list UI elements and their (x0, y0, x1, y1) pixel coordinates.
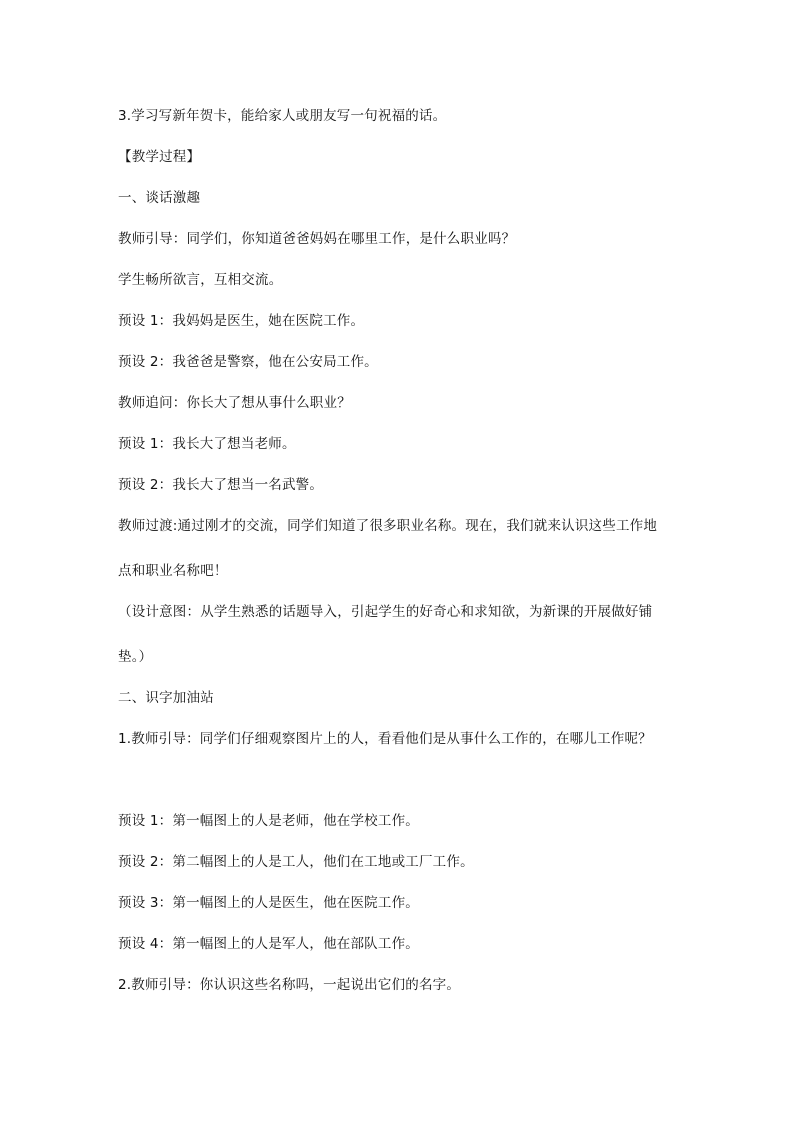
heading-part-one: 一、谈话激趣 (118, 190, 201, 206)
teacher-guide-picture: 1.教师引导：同学们仔细观察图片上的人，看看他们是从事什么工作的，在哪儿工作呢？ (118, 731, 652, 747)
preset-1a: 预设 1：我妈妈是医生，她在医院工作。 (118, 313, 365, 329)
preset-picture-1: 预设 1：第一幅图上的人是老师，他在学校工作。 (118, 813, 419, 829)
preset-2a: 预设 2：我爸爸是警察，他在公安局工作。 (118, 354, 378, 370)
preset-picture-4: 预设 4：第一幅图上的人是军人，他在部队工作。 (118, 936, 419, 952)
teacher-follow-up: 教师追问：你长大了想从事什么职业？ (118, 395, 351, 411)
design-intent-line-1: （设计意图：从学生熟悉的话题导入，引起学生的好奇心和求知欲，为新课的开展做好铺 (118, 604, 653, 620)
preset-picture-2: 预设 2：第二幅图上的人是工人，他们在工地或工厂工作。 (118, 854, 474, 870)
design-intent-line-2: 垫。） (118, 649, 153, 665)
teacher-transition-line-2: 点和职业名称吧！ (118, 563, 228, 579)
preset-picture-3: 预设 3：第一幅图上的人是医生，他在医院工作。 (118, 895, 419, 911)
preset-2b: 预设 2：我长大了想当一名武警。 (118, 477, 324, 493)
preset-1b: 预设 1：我长大了想当老师。 (118, 436, 296, 452)
objective-3: 3.学习写新年贺卡，能给家人或朋友写一句祝福的话。 (118, 108, 447, 124)
heading-part-two: 二、识字加油站 (118, 690, 214, 706)
teacher-transition-line-1: 教师过渡:通过刚才的交流，同学们知道了很多职业名称。现在，我们就来认识这些工作地 (118, 518, 658, 534)
section-heading-teaching-process: 【教学过程】 (118, 149, 201, 165)
teacher-guide-names: 2.教师引导：你认识这些名称吗，一起说出它们的名字。 (118, 977, 461, 993)
student-response: 学生畅所欲言，互相交流。 (118, 272, 283, 288)
teacher-guide-1: 教师引导：同学们，你知道爸爸妈妈在哪里工作，是什么职业吗？ (118, 231, 516, 247)
